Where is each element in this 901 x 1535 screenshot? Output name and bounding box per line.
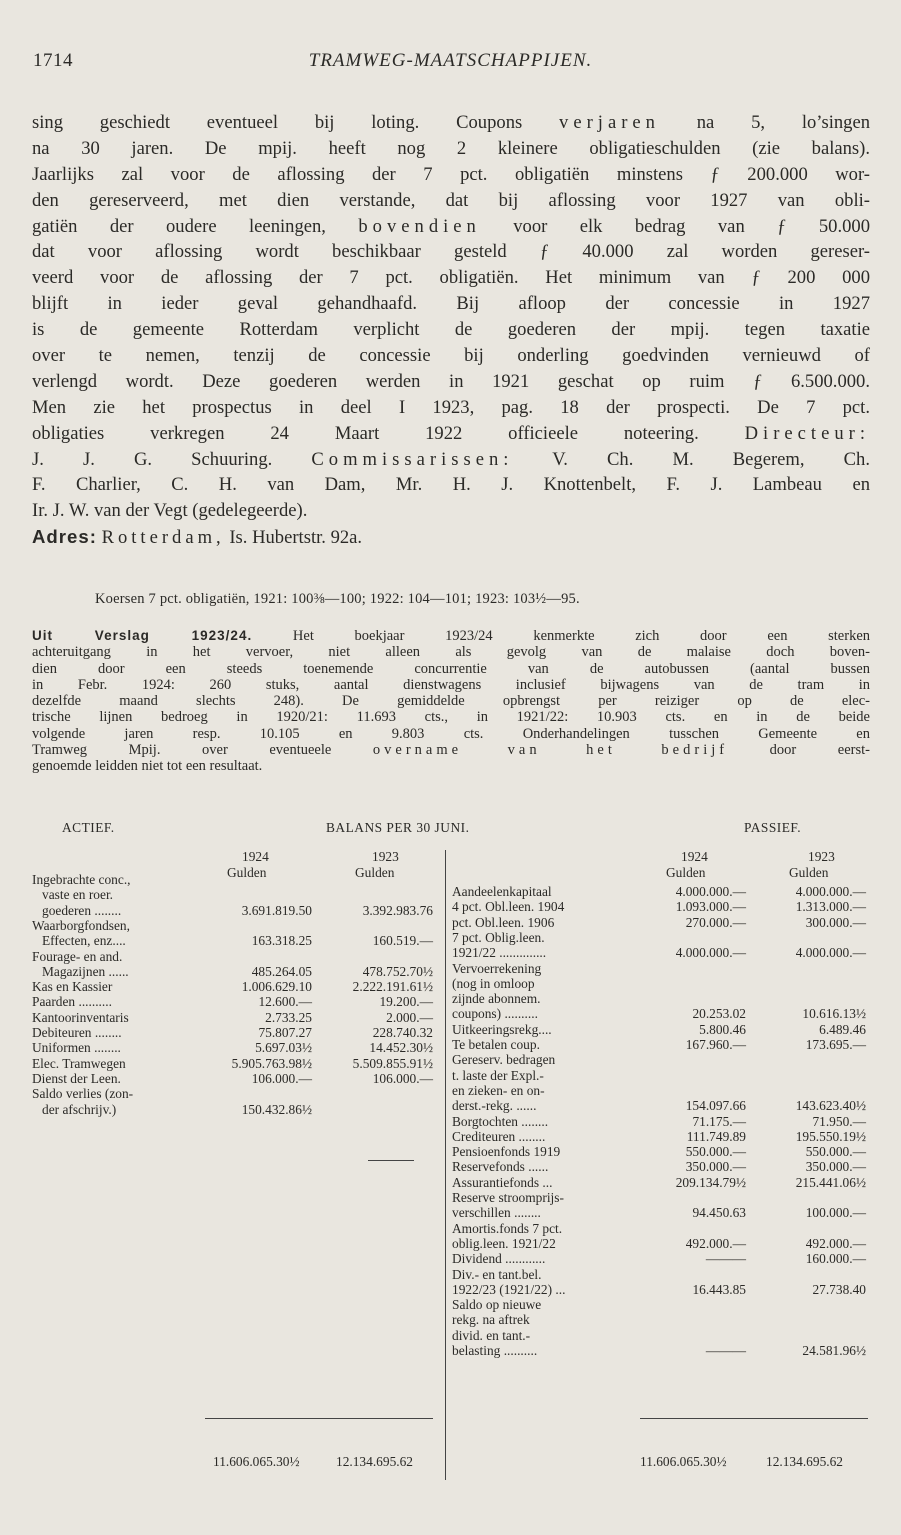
verslag-line: achteruitgang in het vervoer, niet alleen als gevolg van de malaise doch boven-	[32, 644, 870, 661]
paragraph-line: blijft in ieder geval gehandhaafd. Bij afloop der concessie in 1927	[32, 293, 870, 315]
passief-item-value: 160.000.—	[805, 1251, 866, 1267]
passief-item-label: zijnde abonnem.	[452, 991, 541, 1007]
passief-item-value: 4.000.000.—	[675, 945, 746, 961]
actief-item-label: vaste en roer.	[42, 887, 114, 903]
passief-item-label: 1921/22 ..............	[452, 945, 547, 961]
passief-year-2: 1923	[808, 849, 835, 864]
paragraph-line: is de gemeente Rotterdam verplicht de goederen der mpij. tegen taxatie	[32, 319, 870, 341]
address-city: Rotterdam,	[101, 527, 225, 549]
actief-item-value: 14.452.30½	[369, 1040, 433, 1056]
actief-item-value: 5.697.03½	[255, 1040, 312, 1056]
passief-item-label: pct. Obl.leen. 1906	[452, 914, 555, 930]
running-title: TRAMWEG-MAATSCHAPPIJEN.	[308, 50, 593, 71]
passief-item-label: Te betalen coup.	[452, 1037, 540, 1052]
actief-item-value: 163.318.25	[251, 933, 312, 949]
passief-item-value: 350.000.—	[805, 1159, 866, 1175]
passief-item-value: 1.093.000.—	[675, 899, 746, 915]
actief-label: ACTIEF.	[62, 820, 115, 835]
verslag-line: dien door een steeds toenemende concurrentie van de autobussen (aantal bussen	[32, 660, 870, 677]
passief-item-value: ———	[705, 1251, 746, 1267]
passief-item-value: 350.000.—	[685, 1159, 746, 1175]
paragraph-line: Men zie het prospectus in deel I 1923, pag. 18 der prospecti. De 7 pct.	[32, 396, 870, 418]
actief-item-label: Waarborgfondsen,	[32, 917, 130, 933]
actief-item-label: Fourage- en and.	[32, 948, 123, 964]
actief-item-value: 12.600.—	[258, 994, 312, 1010]
actief-total-1924: 11.606.065.30½	[213, 1454, 300, 1469]
actief-item-value: 5.905.763.98½	[231, 1055, 312, 1071]
passief-label: PASSIEF.	[744, 820, 802, 835]
passief-year-1: 1924	[681, 849, 708, 864]
passief-item-label: Amortis.fonds 7 pct.	[452, 1220, 563, 1236]
passief-item-value: 215.441.06½	[795, 1174, 866, 1190]
passief-item-label: coupons) ..........	[452, 1006, 538, 1022]
actief-item-label: Kantoorinventaris	[32, 1009, 129, 1025]
verslag-label: Uit Verslag 1923/24.	[32, 628, 253, 643]
passief-item-value: ———	[705, 1343, 746, 1358]
verslag-line: trische lijnen bedroeg in 1920/21: 11.693 cts., in 1921/22: 10.903 cts. en in de beide	[32, 709, 870, 726]
passief-item-label: Pensioenfonds 1919	[452, 1144, 561, 1160]
passief-item-value: 10.616.13½	[802, 1006, 866, 1022]
actief-year-1: 1924	[242, 849, 269, 864]
paragraph-line: na 30 jaren. De mpij. heeft nog 2 kleinere obligatieschulden (zie balans).	[32, 137, 870, 159]
actief-item-label: Dienst der Leen.	[32, 1070, 121, 1086]
actief-item-value: 2.733.25	[265, 1009, 312, 1025]
passief-item-value: 111.749.89	[686, 1128, 746, 1144]
paragraph-line: gatiën der oudere leeningen, bovendien voor elk bedrag van ƒ 50.000	[32, 215, 870, 237]
passief-item-label: verschillen ........	[452, 1205, 541, 1221]
passief-item-value: 1.313.000.—	[795, 899, 866, 915]
passief-item-label: derst.-rekg. ......	[452, 1098, 537, 1114]
passief-item-value: 300.000.—	[805, 914, 866, 930]
actief-item-label: goederen ........	[42, 902, 122, 918]
passief-item-value: 270.000.—	[685, 914, 746, 930]
passief-item-label: rekg. na aftrek	[452, 1312, 530, 1328]
passief-item-value: 27.738.40	[812, 1281, 866, 1297]
passief-item-label: Aandeelenkapitaal	[452, 884, 552, 899]
actief-item-label: Saldo verlies (zon-	[32, 1086, 134, 1102]
passief-item-value: 5.800.46	[699, 1021, 746, 1037]
verslag-line: dezelfde maand slechts 248). De gemiddelde opbrengst per reiziger op de elec-	[32, 693, 870, 710]
passief-item-value: 24.581.96½	[802, 1343, 866, 1358]
empty-value-dash	[368, 1160, 414, 1161]
passief-item-value: 6.489.46	[819, 1021, 866, 1037]
passief-item-value: 209.134.79½	[675, 1174, 746, 1190]
address-street: Is. Hubertstr. 92a.	[224, 527, 363, 549]
actief-item-label: Debiteuren ........	[32, 1025, 122, 1040]
actief-item-value: 485.264.05	[251, 963, 312, 979]
actief-item-value: 106.000.—	[251, 1070, 312, 1086]
verslag-line: volgende jaren resp. 10.105 en 9.803 cts. Onderhandelingen tusschen Gemeente en	[32, 725, 870, 742]
passief-item-value: 4.000.000.—	[795, 945, 866, 961]
actief-item-value: 478.752.70½	[362, 963, 433, 979]
passief-item-label: Assurantiefonds ...	[452, 1174, 553, 1190]
actief-total-rule	[205, 1418, 433, 1419]
koersen-line: Koersen 7 pct. obligatiën, 1921: 100⅜—100; 1922: 104—101; 1923: 103½—95.	[95, 591, 580, 607]
paragraph-line: verlengd wordt. Deze goederen werden in 1921 geschat op ruim ƒ 6.500.000.	[32, 370, 870, 392]
passief-item-value: 71.950.—	[812, 1113, 866, 1129]
company-description	[32, 110, 870, 550]
page-number: 1714	[33, 50, 73, 71]
passief-item-label: Saldo op nieuwe	[452, 1297, 542, 1313]
actief-item-value: 2.222.191.61½	[352, 979, 433, 995]
passief-item-value: 550.000.—	[805, 1144, 866, 1160]
passief-total-rule	[640, 1418, 868, 1419]
actief-item-value: 75.807.27	[258, 1025, 312, 1040]
passief-total-1924: 11.606.065.30½	[640, 1454, 727, 1469]
passief-item-label: Gereserv. bedragen	[452, 1052, 556, 1068]
passief-item-value: 550.000.—	[685, 1144, 746, 1160]
actief-item-label: Elec. Tramwegen	[32, 1055, 126, 1071]
passief-item-label: Reserve stroomprijs-	[452, 1190, 564, 1205]
paragraph-line: over te nemen, tenzij de concessie bij onderling goedvinden vernieuwd of	[32, 345, 870, 367]
passief-item-label: Uitkeeringsrekg....	[452, 1021, 552, 1037]
passief-item-value: 492.000.—	[805, 1235, 866, 1251]
verslag-line: genoemde leidden niet tot een resultaat.	[32, 758, 263, 775]
verslag-line: Tramweg Mpij. over eventueele overname van het bedrijf door eerst-	[32, 742, 870, 759]
actief-item-value: 19.200.—	[379, 994, 433, 1010]
paragraph-line: den gereserveerd, met dien verstande, dat bij aflossing voor 1927 van obli-	[32, 189, 870, 211]
passief-item-label: Div.- en tant.bel.	[452, 1266, 542, 1282]
passief-item-value: 154.097.66	[685, 1098, 746, 1114]
verslag-section	[32, 628, 870, 775]
actief-item-value: 3.691.819.50	[241, 902, 312, 918]
verslag-line: Uit Verslag 1923/24. Het boekjaar 1923/24 kenmerkte zich door een sterken	[32, 628, 870, 644]
passief-item-value: 4.000.000.—	[795, 884, 866, 899]
passief-item-label: Vervoerrekening	[452, 960, 542, 976]
verslag-line: in Febr. 1924: 260 stuks, aantal dienstwagens inclusief bijwagens van de tram in	[32, 676, 870, 693]
paragraph-line: Ir. J. W. van der Vegt (gedelegeerde).	[32, 500, 308, 522]
passief-item-value: 71.175.—	[692, 1113, 746, 1129]
passief-item-label: belasting ..........	[452, 1343, 538, 1358]
passief-item-value: 195.550.19½	[795, 1128, 866, 1144]
actief-item-value: 228.740.32	[372, 1025, 433, 1040]
address-line	[32, 524, 870, 550]
actief-item-value: 106.000.—	[372, 1070, 433, 1086]
passief-item-label: (nog in omloop	[452, 975, 535, 991]
actief-item-value: 2.000.—	[386, 1009, 433, 1025]
actief-item-label: der afschrijv.)	[42, 1101, 117, 1117]
actief-item-label: Magazijnen ......	[42, 963, 129, 979]
passief-item-value: 167.960.—	[685, 1037, 746, 1052]
paragraph-line: dat voor aflossing wordt beschikbaar gesteld ƒ 40.000 zal worden gereser-	[32, 241, 870, 263]
paragraph-line: F. Charlier, C. H. van Dam, Mr. H. J. Knottenbelt, F. J. Lambeau en	[32, 474, 870, 496]
passief-item-label: t. laste der Expl.-	[452, 1067, 544, 1083]
paragraph-line: veerd voor de aflossing der 7 pct. obligatiën. Het minimum van ƒ 200 000	[32, 267, 870, 289]
passief-item-label: Crediteuren ........	[452, 1128, 546, 1144]
actief-item-label: Paarden ..........	[32, 994, 112, 1010]
actief-item-value: 160.519.—	[372, 933, 433, 949]
passief-item-label: en zieken- en on-	[452, 1082, 545, 1098]
actief-item-label: Kas en Kassier	[32, 979, 113, 995]
passief-item-label: 1922/23 (1921/22) ...	[452, 1281, 566, 1297]
passief-item-value: 16.443.85	[692, 1281, 746, 1297]
passief-item-value: 4.000.000.—	[675, 884, 746, 899]
passief-item-value: 143.623.40½	[795, 1098, 866, 1114]
passief-total-1923: 12.134.695.62	[766, 1454, 843, 1469]
actief-item-value: 150.432.86½	[241, 1101, 312, 1117]
passief-item-label: 7 pct. Oblig.leen.	[452, 929, 545, 945]
passief-item-value: 94.450.63	[692, 1205, 746, 1221]
balance-divider	[445, 850, 446, 1480]
actief-total-1923: 12.134.695.62	[336, 1454, 413, 1469]
passief-item-label: Borgtochten ........	[452, 1113, 549, 1129]
passief-currency-1: Gulden	[666, 865, 706, 880]
passief-currency-2: Gulden	[789, 865, 829, 880]
actief-year-2: 1923	[372, 849, 399, 864]
actief-item-label: Uniformen ........	[32, 1040, 121, 1056]
passief-item-value: 100.000.—	[805, 1205, 866, 1221]
passief-item-label: oblig.leen. 1921/22	[452, 1235, 556, 1251]
actief-item-value: 1.006.629.10	[241, 979, 312, 995]
actief-currency-1: Gulden	[227, 865, 267, 880]
actief-item-value: 5.509.855.91½	[352, 1055, 433, 1071]
actief-item-value: 3.392.983.76	[362, 902, 433, 918]
actief-currency-2: Gulden	[355, 865, 395, 880]
balance-title: BALANS PER 30 JUNI.	[326, 820, 470, 835]
passief-item-value: 492.000.—	[685, 1235, 746, 1251]
paragraph-line: obligaties verkregen 24 Maart 1922 officieele noteering. Directeur:	[32, 422, 870, 444]
page-header	[33, 50, 868, 78]
passief-item-value: 20.253.02	[692, 1006, 746, 1022]
actief-item-label: Ingebrachte conc.,	[32, 872, 131, 887]
passief-item-label: divid. en tant.-	[452, 1327, 531, 1343]
passief-item-value: 173.695.—	[805, 1037, 866, 1052]
balance-sheet	[0, 820, 901, 1480]
paragraph-line: sing geschiedt eventueel bij loting. Coupons verjaren na 5, lo’singen	[32, 112, 870, 133]
passief-item-label: Dividend ............	[452, 1251, 546, 1267]
address-label: Adres:	[32, 526, 97, 548]
passief-item-label: Reservefonds ......	[452, 1159, 549, 1175]
passief-item-label: 4 pct. Obl.leen. 1904	[452, 899, 565, 915]
actief-item-label: Effecten, enz....	[42, 933, 126, 949]
paragraph-line: J. J. G. Schuuring. Commissarissen: V. Ch. M. Begerem, Ch.	[32, 448, 870, 470]
paragraph-line: Jaarlijks zal voor de aflossing der 7 pct. obligatiën minstens ƒ 200.000 wor-	[32, 163, 870, 185]
